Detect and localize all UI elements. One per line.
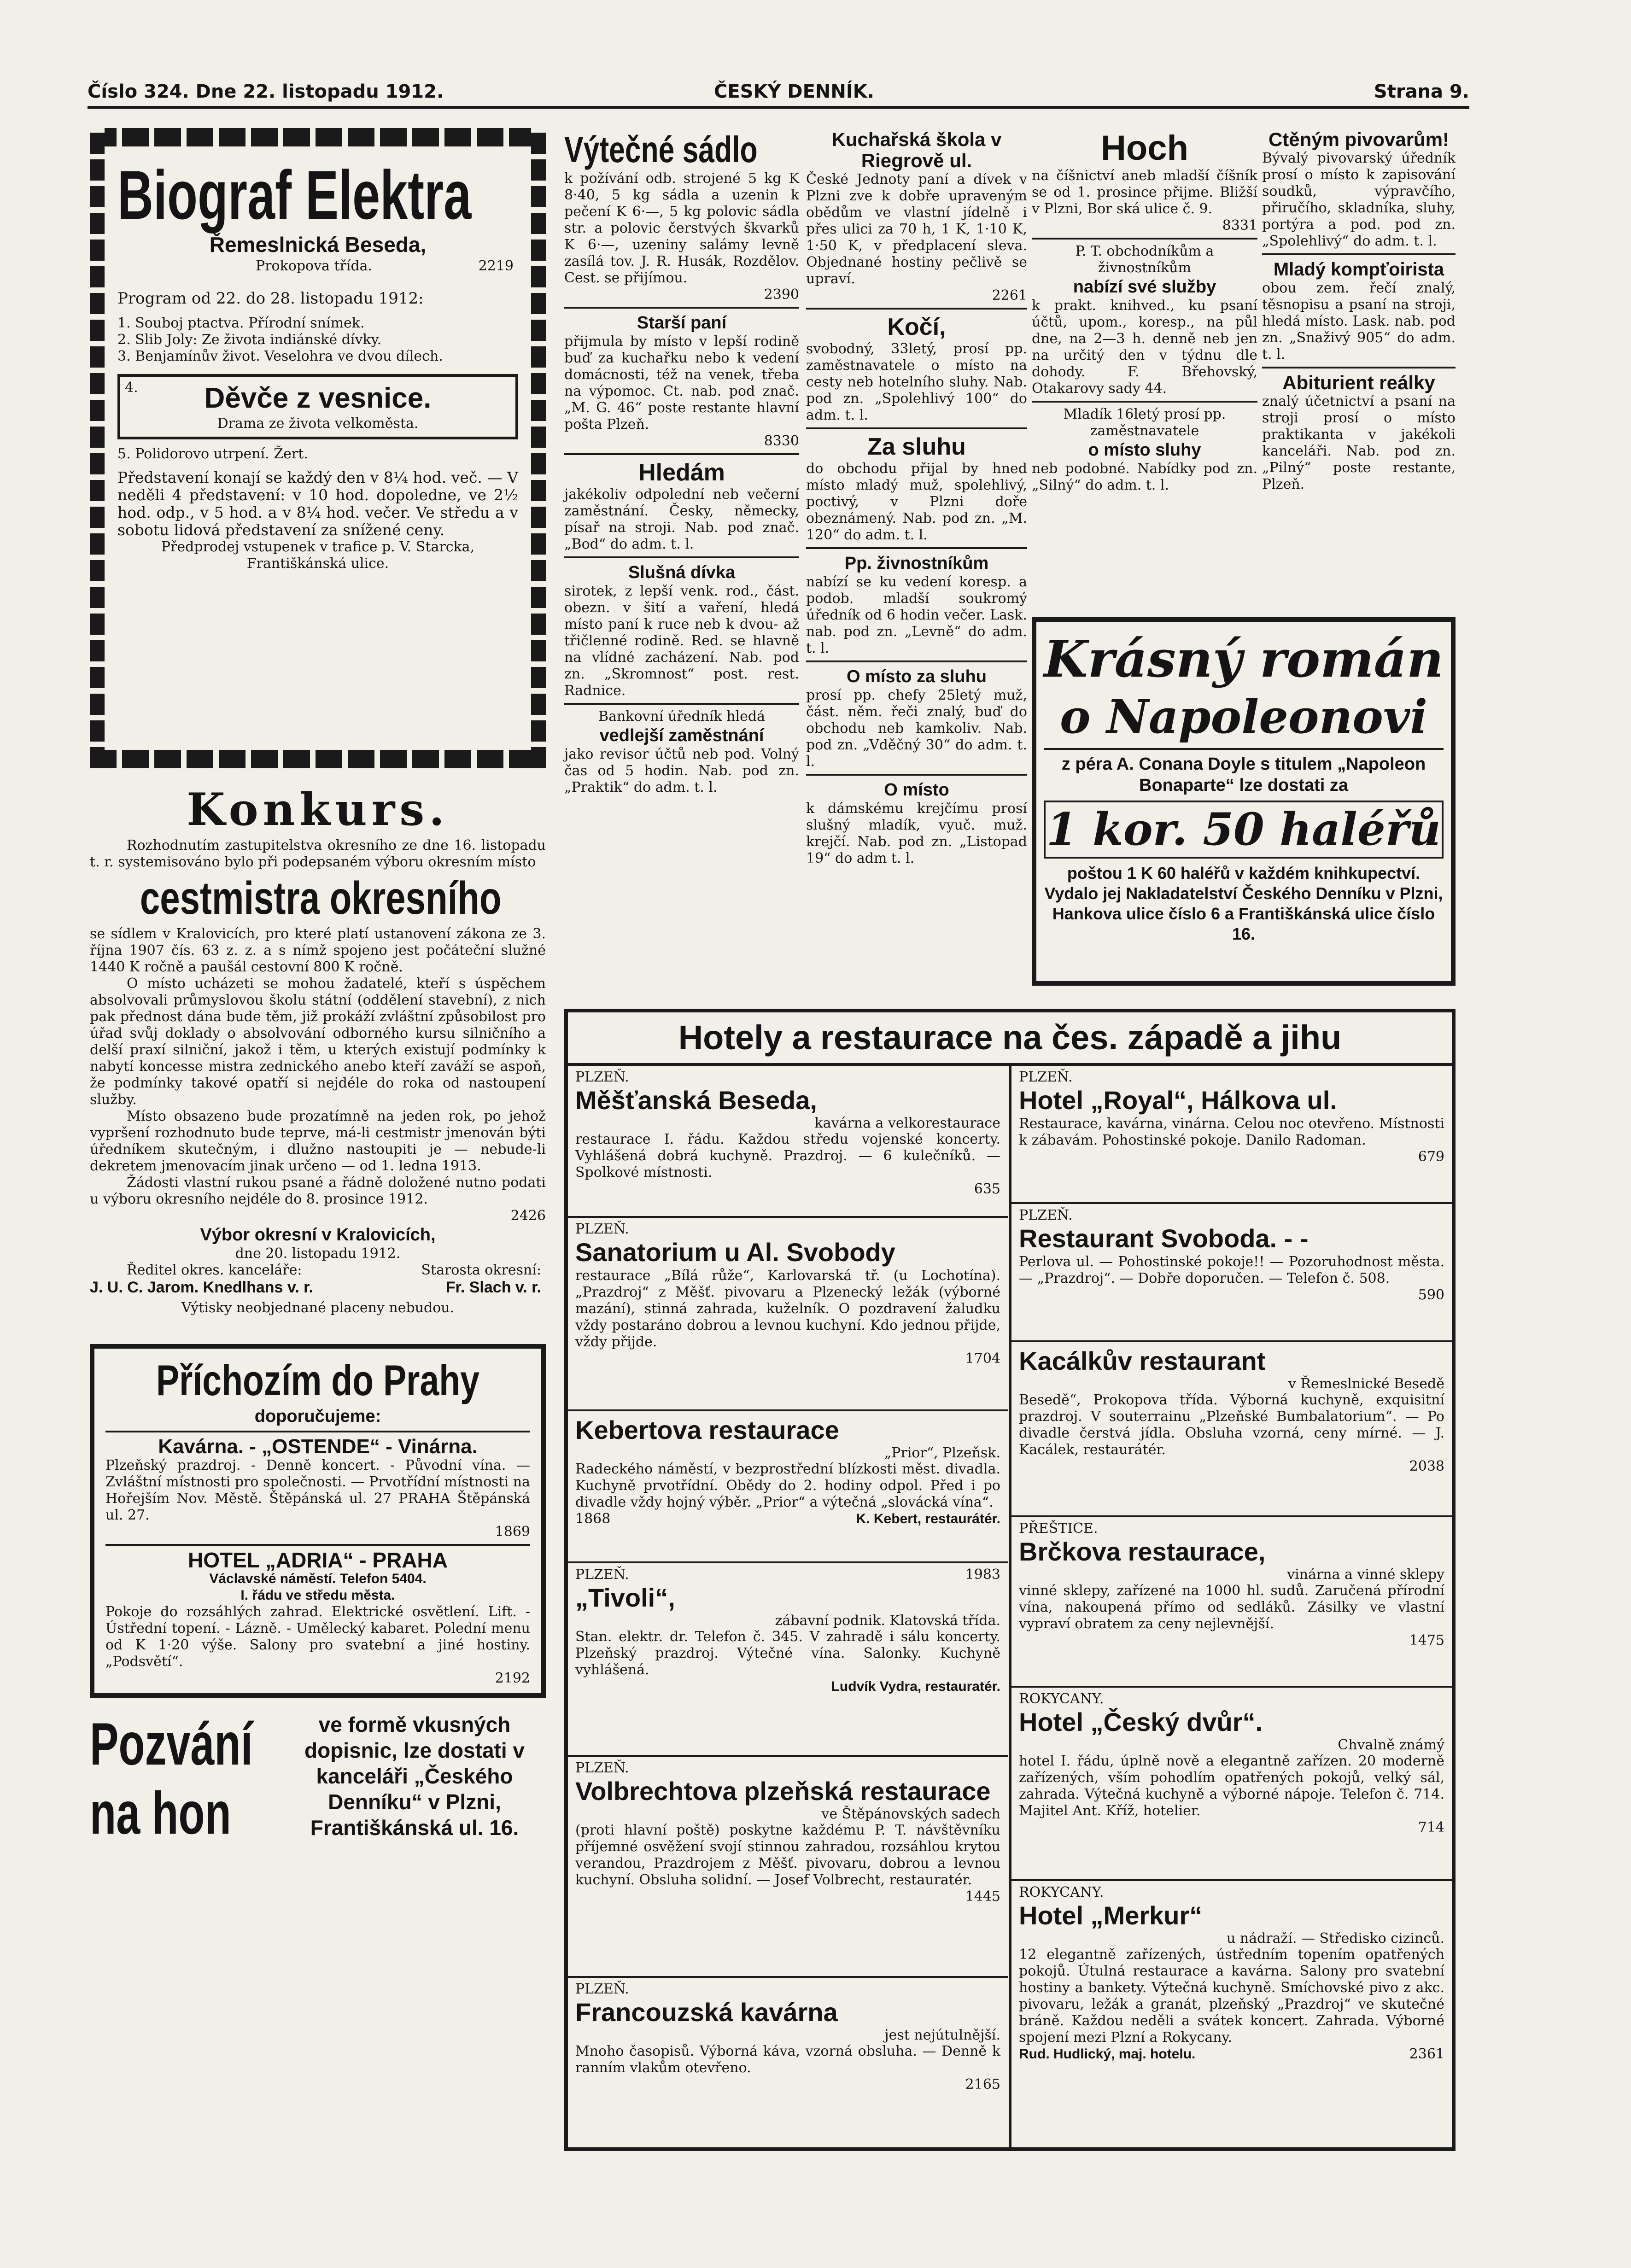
napoleon-ad xyxy=(1032,617,1456,986)
hotel-name: Sanatorium u Al. Svobody xyxy=(575,1238,895,1267)
biograf-title: Biograf Elektra xyxy=(117,156,472,234)
kuch-text: České Jednoty paní a dívek v Plzni zve k dobře upraveným obědům ve vlastní jídelně i přes ulici za 70 h, 1 K, 1·10 K, 1·50 K, v předplacení sleva. Objednané hostiny pečlivě se upraví. xyxy=(806,171,1027,287)
misto-title: o místo sluhy xyxy=(1088,440,1201,460)
hotel-num: 2165 xyxy=(965,2076,1000,2093)
newspaper-title: ČESKÝ DENNÍK. xyxy=(714,81,874,102)
hotel-text: Besedě“, Prokopova třída. Výborná kuchyně, exquisitní prazdroj. V souterrainu „Plzeňské Bumbalatorium“. — Po divadle čerstvá jídla. Obsluha vzorná, ceny mírné. — J. Kacálek, restaurátér. xyxy=(1019,1392,1444,1458)
hotel-name: Restaurant Svoboda. - - xyxy=(1019,1224,1309,1253)
hotel-entry xyxy=(1011,1688,1452,1881)
hotel-tag: u nádraží. — Středisko cizinců. xyxy=(1227,1930,1444,1947)
adria-text: Pokoje do rozsáhlých zahrad. Elektrické osvětlení. Lift. - Ústřední topení. - Lázně. - Umělecký kabaret. Polední menu od K 1·20 výše. Salony pro svatební a jiné hostiny. „Podsvětí“. xyxy=(105,1604,530,1670)
hoch-title: Hoch xyxy=(1101,129,1188,168)
hotely-block xyxy=(564,1009,1456,2151)
program-item-4-number: 4. xyxy=(125,380,138,396)
konkurs-role-left: Ředitel okres. kanceláře: xyxy=(127,1262,302,1278)
konkurs-body-4: Žádosti vlastní rukou psané a řádně doložené nutno podati u výboru okresního nejdéle do 8. prosince 1912. xyxy=(90,1175,546,1207)
ostende-num: 1869 xyxy=(495,1524,530,1540)
hotel-tag: Chvalně známý xyxy=(1338,1737,1444,1753)
ctenym-text: Bývalý pivovarský úředník prosí o místo k zapisování soudků, výpravčího, přiručího, skladníka, sluhy, portýra a pod. pod zn. „Spolehlivý“ do adm. t. l. xyxy=(1262,150,1456,249)
hotel-entry xyxy=(568,1757,1008,1978)
konkurs-body-2: O místo ucházeti se mohou žadatelé, kteří s úspěchem absolvovali průmyslovou školu státní (oddělení stavební), z nich pak přednost dána bude těm, již prokáží zvláštní způsobilost pro úřad svůj doklady o absolvování odborného kursu silničního a delší praxí silniční, jakož i těm, u kterých existují podmínky k nabytí koncesse mistra zednického anebo kteří zaváží se aspoň, že podmínky takové opatří si nejdéle do roka od nastoupení služby. xyxy=(90,976,546,1108)
hledam-text: jakékoliv odpolední neb večerní zaměstnání. Česky, německy, písař na stroji. Nab. pod znač. „Bod“ do adm. t. l. xyxy=(564,486,799,552)
hoch-text: na číšnictví aneb mladší číšník se od 1. prosince přijme. Bližší v Plzni, Bor ská ulice č. 9. xyxy=(1032,168,1257,217)
bank-text: jako revisor účtů neb pod. Volný čas od 5 hodin. Nab. pod zn. „Praktik“ do adm. t. l. xyxy=(564,746,799,795)
hotel-name: Hotel „Český dvůr“. xyxy=(1019,1707,1263,1736)
program-item-3: 3. Benjamínův život. Veselohra ve dvou dílech. xyxy=(117,348,443,364)
konkurs-position: cestmistra okresního xyxy=(140,872,502,924)
hotel-text: Mnoho časopisů. Výborná káva, vzorná obsluha. — Denně k ranním vlakům otevřeno. xyxy=(575,2043,1000,2076)
program-item-4-title: Děvče z vesnice. xyxy=(204,382,432,414)
program-item-4-box xyxy=(117,374,518,439)
hotel-tag: vinárna a vinné sklepy xyxy=(1287,1567,1444,1583)
pozvani-text: ve formě vkusných dopisnic, lze dostati v kanceláři „Českého Denníku“ v Plzni, Františkánská ul. 16. xyxy=(304,1713,525,1840)
hotel-num: 635 xyxy=(974,1181,1000,1197)
hotel-text: hotel I. řádu, úplně nově a elegantně zařízen. 20 moderně zařízených, vším pohodlím opatřených pokojů, velký sál, zahrada. Výtečná kuchyně a výborné nápoje. Telefon č. 714. Majitel Ant. Kříž, hotelier. xyxy=(1019,1753,1444,1819)
hotel-text: Restaurace, kavárna, vinárna. Celou noc otevřeno. Místnosti k zábavám. Pohostinské pokoje. Danilo Radoman. xyxy=(1019,1116,1444,1148)
konkurs-body-4-num: 2426 xyxy=(510,1208,546,1224)
hotel-num: 714 xyxy=(1418,1819,1444,1835)
koci-text: svobodný, 33letý, prosí pp. zaměstnavatele o místo na cesty neb hotelního sluhy. Nab. pod zn. „Spolehlivý 100“ do adm. t. l. xyxy=(806,341,1027,423)
bank-subtitle: vedlejší zaměstnání xyxy=(599,726,764,745)
hotel-text: Radeckého náměstí, v bezprostřední blízkosti měst. divadla. Kuchyně prvotřídní. Obědy do 2. hodiny odpol. Před i po divadle vždy hojný výběr. „Prior“ a výtečná „slovácká vína“. xyxy=(575,1461,1000,1510)
biograf-presale: Předprodej vstupenek v trafice p. V. Starcka, Františkánská ulice. xyxy=(161,539,475,572)
konkurs-signature-right: Fr. Slach v. r. xyxy=(445,1279,541,1296)
kuch-num: 2261 xyxy=(992,287,1027,304)
adria-title: HOTEL „ADRIA“ - PRAHA xyxy=(188,1548,448,1572)
hotel-sign: K. Kebert, restaurátér. xyxy=(856,1511,1000,1526)
hotel-place: PLZEŇ. xyxy=(1019,1207,1073,1223)
hotel-num: 679 xyxy=(1418,1149,1444,1165)
hotel-place: PLZEŇ. xyxy=(1019,1069,1073,1085)
konkurs-date: dne 20. listopadu 1912. xyxy=(235,1245,401,1262)
hotely-right-column xyxy=(1011,1066,1452,2139)
program-item-4-subtitle: Drama ze života velkoměsta. xyxy=(217,415,419,432)
hotel-name: Kacálkův restaurant xyxy=(1019,1346,1266,1375)
program-item-1: 1. Souboj ptactva. Přírodní snímek. xyxy=(117,315,365,331)
column-3 xyxy=(806,129,1027,867)
kuch-title: Kuchařská škola v Riegrově ul. xyxy=(831,129,1002,171)
zivn-text: nabízí se ku vedení koresp. a podob. mladší soukromý úředník od 6 hodin večer. Lask. nab. pod zn. „Levně“ do adm. t. l. xyxy=(806,574,1027,656)
hotel-entry xyxy=(568,1066,1008,1218)
napoleon-post: poštou 1 K 60 haléřů v každém knihkupectví. Vydalo jej Nakladatelství Českého Denníku v Plzni, Hankova ulice číslo 6 a Františkánská ulice číslo 16. xyxy=(1044,864,1443,943)
hotel-place: PLZEŇ. xyxy=(575,1221,629,1237)
biograf-subtitle: Řemeslnická Beseda, xyxy=(209,233,427,257)
hotel-num: 2038 xyxy=(1409,1458,1444,1474)
hotel-place: PLZEŇ. xyxy=(575,1069,629,1085)
hotel-text: restaurace „Bílá růže“, Karlovarská tř. (u Lochotína). „Prazdroj“ z Měšť. pivovaru a Plzenecký ležák (výborné mazání), stinná zahrada, kuželník. O pozdravení žaludku vždy postaráno dobrou a levnou kuchyní. Kdo jednou přijde, vždy přijde. xyxy=(575,1268,1000,1350)
hotel-entry xyxy=(1011,1204,1452,1342)
hotel-entry xyxy=(568,1563,1008,1757)
hotel-tag: kavárna a velkorestaurace xyxy=(814,1115,1000,1131)
koci-title: Kočí, xyxy=(887,314,946,340)
abit-text: znalý účetnictví a psaní na stroji prosí o místo praktikanta v jakékoli kanceláři. Nab. pod zn. „Pilný“ poste restante, Plzeň. xyxy=(1262,393,1456,492)
hotel-entry xyxy=(1011,1517,1452,1688)
hotel-tag: v Řemeslnické Besedě xyxy=(1288,1376,1444,1392)
napoleon-author: z péra A. Conana Doyle s titulem „Napoleon Bonaparte“ lze dostati za xyxy=(1061,754,1426,795)
hotel-text: Stan. elektr. dr. Telefon č. 345. V zahradě i sálu koncerty. Plzeňský prazdroj. Výtečné vína. Salonky. Kuchyně vyhlášená. xyxy=(575,1629,1000,1678)
column-4 xyxy=(1032,129,1257,494)
praha-title: Příchozím do Prahy xyxy=(156,1356,480,1404)
slusna-text: sirotek, z lepší venk. rod., část. obezn. v šití a vaření, hledá místo paní k ruce neb k dvou- až třičlenné rodině. Red. se hlavně na vlídné zacházení. Nab. pod zn. „Skromnost“ post. rest. Radnice. xyxy=(564,583,799,699)
hotel-tag: ve Štěpánovských sadech xyxy=(821,1806,1000,1822)
napoleon-line-2: o Napoleonovi xyxy=(1059,690,1428,744)
program-item-5: 5. Polidorovo utrpení. Žert. xyxy=(117,446,308,462)
hotel-name: Hotel „Merkur“ xyxy=(1019,1901,1203,1930)
hotel-name: Měšťanská Beseda, xyxy=(575,1086,817,1115)
slusna-title: Slušná dívka xyxy=(628,563,736,582)
hotel-place: PLZEŇ. xyxy=(575,1760,629,1776)
konkurs-notice xyxy=(90,787,546,1316)
hotel-place: PŘEŠTICE. xyxy=(1019,1520,1098,1537)
column-5 xyxy=(1262,129,1456,493)
omisto-text: prosí pp. chefy 25letý muž, část. něm. řeči znalý, buď do obchodu neb kamkoliv. Nab. pod zn. „Vděčný 30“ do adm. t. l. xyxy=(806,687,1027,770)
hotel-tag: jest nejútulnější. xyxy=(884,2027,1000,2043)
kompt-text: obou zem. řečí znalý, těsnopisu a psaní na stroji, hledá místo. Lask. nab. pod zn. „Snaživý 905“ do adm. t. l. xyxy=(1262,280,1456,362)
starsi-num: 8330 xyxy=(764,433,799,449)
hotel-entry xyxy=(1011,1881,1452,2139)
hotel-num: 1868 xyxy=(575,1511,611,1527)
page-header xyxy=(88,77,1469,109)
konkurs-role-right: Starosta okresní: xyxy=(421,1262,541,1278)
nabizi-text: k prakt. knihved., ku psaní účtů, upom., koresp., na půl dne, na 2—3 h. denně neb jen na určitý den v týdnu dle dohody. F. Břehovský, Otakarovy sady 44. xyxy=(1032,298,1257,397)
hotel-num: 2361 xyxy=(1409,2046,1444,2062)
abit-title: Abiturient reálky xyxy=(1282,372,1435,393)
mladik-text: Mladík 16letý prosí pp. zaměstnavatele xyxy=(1063,406,1226,439)
hotel-name: Brčkova restaurace, xyxy=(1019,1537,1266,1566)
pt-text: P. T. obchodníkům a živnostníkům xyxy=(1075,243,1214,276)
column-2 xyxy=(564,129,799,796)
hotel-num: 1475 xyxy=(1409,1632,1444,1648)
konkurs-body-1: se sídlem v Kralovicích, pro které platí ustanovení zákona ze 3. října 1907 čís. 63 z. z. a s nímž spojeno jest počáteční služné 1440 K ročně a paušál cestovní 800 K ročně. xyxy=(90,926,546,975)
hotel-place: ROKYCANY. xyxy=(1019,1691,1104,1707)
hotel-text: Perlova ul. — Pohostinské pokoje!! — Pozoruhodnost města. — „Prazdroj“. — Dobře doporučen. — Telefon č. 508. xyxy=(1019,1254,1444,1286)
hotel-num: 1704 xyxy=(965,1350,1000,1367)
pozvani-ad xyxy=(90,1712,546,1850)
hoch-num: 8331 xyxy=(1222,217,1257,234)
praha-recommend: doporučujeme: xyxy=(254,1407,381,1426)
ostende-title: Kavárna. - „OSTENDE“ - Vinárna. xyxy=(158,1435,478,1458)
napoleon-line-1: Krásný román xyxy=(1044,629,1444,689)
starsi-title: Starší paní xyxy=(637,313,727,333)
omisto2-text: k dámskému krejčímu prosí slušný mladík, vyuč. muž. krejčí. Nab. pod zn. „Listopad 19“ do adm t. l. xyxy=(806,801,1027,866)
ostende-text: Plzeňský prazdroj. - Denně koncert. - Původní vína. — Zvláštní místnosti pro společnosti. — Prvotřídní místnosti na Hořejším Nov. Městě. Štěpánská ul. 27 PRAHA Štěpánská ul. 27. xyxy=(105,1457,530,1523)
hotel-entry xyxy=(1011,1342,1452,1517)
konkurs-body-3: Místo obsazeno bude prozatímně na jeden rok, po jehož vypršení rozhodnuto bude teprve, má-li cestmistr jmenován býti úředníkem skutečným, i dlužno nastoupiti je — nebude-li dekretem jmenovacím jinak určeno — od 1. ledna 1913. xyxy=(90,1108,546,1174)
konkurs-signature-left: J. U. C. Jarom. Knedlhans v. r. xyxy=(90,1279,313,1296)
hotel-name: Hotel „Royal“, Hálkova ul. xyxy=(1019,1086,1337,1115)
biograf-info: Představení konají se každý den v 8¼ hod. več. — V neděli 4 představení: v 10 hod. dopoledne, ve 2½ hod. odp., v 5 hod. a v 8¼ hod. večer. Ve středu a v sobotu lidová představení za snížené ceny. xyxy=(117,468,518,539)
biograf-ad xyxy=(90,128,546,768)
konkurs-intro: Rozhodnutím zastupitelstva okresního ze dne 16. listopadu t. r. systemisováno bylo při podepsaném výboru okresním místo xyxy=(90,837,546,870)
hotel-name: Kebertova restaurace xyxy=(575,1415,839,1444)
hotel-entry xyxy=(568,1411,1008,1563)
sadlo-num: 2390 xyxy=(764,286,799,303)
hotel-text: vinné sklepy, zařízené na 1000 hl. sudů. Zaručená přírodní vína, nakoupená přímo od sedláků. Zásilky ve vlastní vypraví obratem za ceny nejlevnější. xyxy=(1019,1583,1444,1632)
hotel-sign: Rud. Hudlický, maj. hotelu. xyxy=(1019,2046,1196,2062)
omisto2-title: O místo xyxy=(884,780,949,800)
napoleon-price: 1 kor. 50 haléřů xyxy=(1044,801,1444,859)
konkurs-footer: Výtisky neobjednané placeny nebudou. xyxy=(181,1300,455,1316)
adria-num: 2192 xyxy=(495,1670,530,1686)
page-number: Strana 9. xyxy=(1374,81,1469,102)
ctenym-title: Ctěným pivovarům! xyxy=(1268,129,1450,150)
konkurs-signed: Výbor okresní v Kralovicích, xyxy=(200,1225,436,1245)
biograf-code: 2219 xyxy=(478,258,514,274)
hotel-entry xyxy=(1011,1066,1452,1204)
column-1 xyxy=(90,128,546,1850)
nabizi-title: nabízí své služby xyxy=(1073,277,1216,297)
hledam-title: Hledám xyxy=(638,459,725,486)
hotely-left-column xyxy=(568,1066,1008,2125)
hotel-entry xyxy=(568,1218,1008,1411)
program-item-2: 2. Slib Joly: Ze života indiánské dívky. xyxy=(117,332,382,348)
hotel-num: 1445 xyxy=(965,1888,1000,1905)
hotely-title: Hotely a restaurace na čes. západě a jihu xyxy=(568,1012,1452,1066)
misto-text: neb podobné. Nabídky pod zn. „Silný“ do adm. t. l. xyxy=(1032,461,1257,493)
hotel-name: Francouzská kavárna xyxy=(575,1998,838,2027)
issue-info: Číslo 324. Dne 22. listopadu 1912. xyxy=(88,81,444,102)
hotel-text: 12 elegantně zařízených, ústředním topením opatřených pokojů. Útulná restaurace a kavárna. Salony pro svatební hostiny a bankety. Výtečná kuchyně. Smíchovské pivo z akc. pivovaru, ležák a granát, plzeňský „Prazdroj“ ve skutečné bráně. Každou neděli a svátek koncert. Zahrada. Výborné spojení mezi Plzní a Rokycany. xyxy=(1019,1947,1444,2046)
starsi-text: přijmula by místo v lepší rodině buď za kuchařku nebo k vedení domácnosti, též na venek, třeba na výpomoc. Ct. nab. pod znač. „M. G. 46“ poste restante hlavní pošta Plzeň. xyxy=(564,333,799,433)
biograf-address: Prokopova třída. xyxy=(256,258,373,274)
zivn-title: Pp. živnostníkům xyxy=(844,554,989,573)
hotel-tag: zábavní podnik. Klatovská třída. xyxy=(775,1613,1000,1629)
hotel-place: PLZEŇ. xyxy=(575,1981,629,1997)
sluhu-title: Za sluhu xyxy=(867,433,966,460)
hotel-num: 590 xyxy=(1418,1287,1444,1303)
pozvani-big-2: na hon xyxy=(90,1779,231,1847)
pozvani-big-1: Pozvání xyxy=(90,1712,253,1777)
hotel-tag: „Prior“, Plzeňsk. xyxy=(884,1445,1000,1461)
hotel-place: ROKYCANY. xyxy=(1019,1884,1104,1900)
hotel-num: 1983 xyxy=(965,1567,1000,1583)
sadlo-text: k požívání odb. strojené 5 kg K 8·40, 5 kg sádla a uzenin k pečení K 6·—, 5 kg polovic sádla str. a polovic čerstvých škvarků K 6·—, uzeniny salámy levně zasílá tov. J. R. Husák, Rozdělov. Cest. se přijímou. xyxy=(564,170,799,286)
konkurs-title: Konkurs. xyxy=(187,787,449,836)
hotel-name: „Tivoli“, xyxy=(575,1583,675,1612)
biograf-program-head: Program od 22. do 28. listopadu 1912: xyxy=(117,289,424,308)
adria-sub-2: I. řádu ve středu města. xyxy=(240,1588,395,1603)
bank-title: Bankovní úředník hledá xyxy=(598,708,765,725)
hotel-entry xyxy=(568,1978,1008,2125)
hotel-sign: Ludvík Vydra, restauratér. xyxy=(831,1679,1000,1694)
praha-ad xyxy=(90,1344,546,1698)
adria-sub-1: Václavské náměstí. Telefon 5404. xyxy=(209,1571,427,1586)
hotel-place: PLZEŇ. xyxy=(575,1567,629,1583)
omisto-title: O místo za sluhu xyxy=(846,667,987,686)
hotel-text: restaurace I. řádu. Každou středu vojenské koncerty. Vyhlášená dobrá kuchyně. Prazdroj. — 6 kulečníků. — Spolkové místnosti. xyxy=(575,1131,1000,1181)
kompt-title: Mladý kompťoirista xyxy=(1273,259,1444,280)
sadlo-title: Výtečné sádlo xyxy=(564,129,758,170)
sluhu-text: do obchodu přijal by hned místo mladý muž, spolehlivý, poctivý, v Plzni doře obeznámený. Nab. pod zn. „M. 120“ do adm. t. l. xyxy=(806,461,1027,543)
hotel-name: Volbrechtova plzeňská restaurace xyxy=(575,1777,991,1806)
hotel-text: (proti hlavní poště) poskytne každému P. T. návštěvníku příjemné osvěžení svojí stinnou zahradou, rozsáhlou krytou verandou, Prazdrojem z Měšť. pivovaru, dobrou a levnou kuchyní. Obsluha solidní. — Josef Volbrecht, restauratér. xyxy=(575,1822,1000,1888)
